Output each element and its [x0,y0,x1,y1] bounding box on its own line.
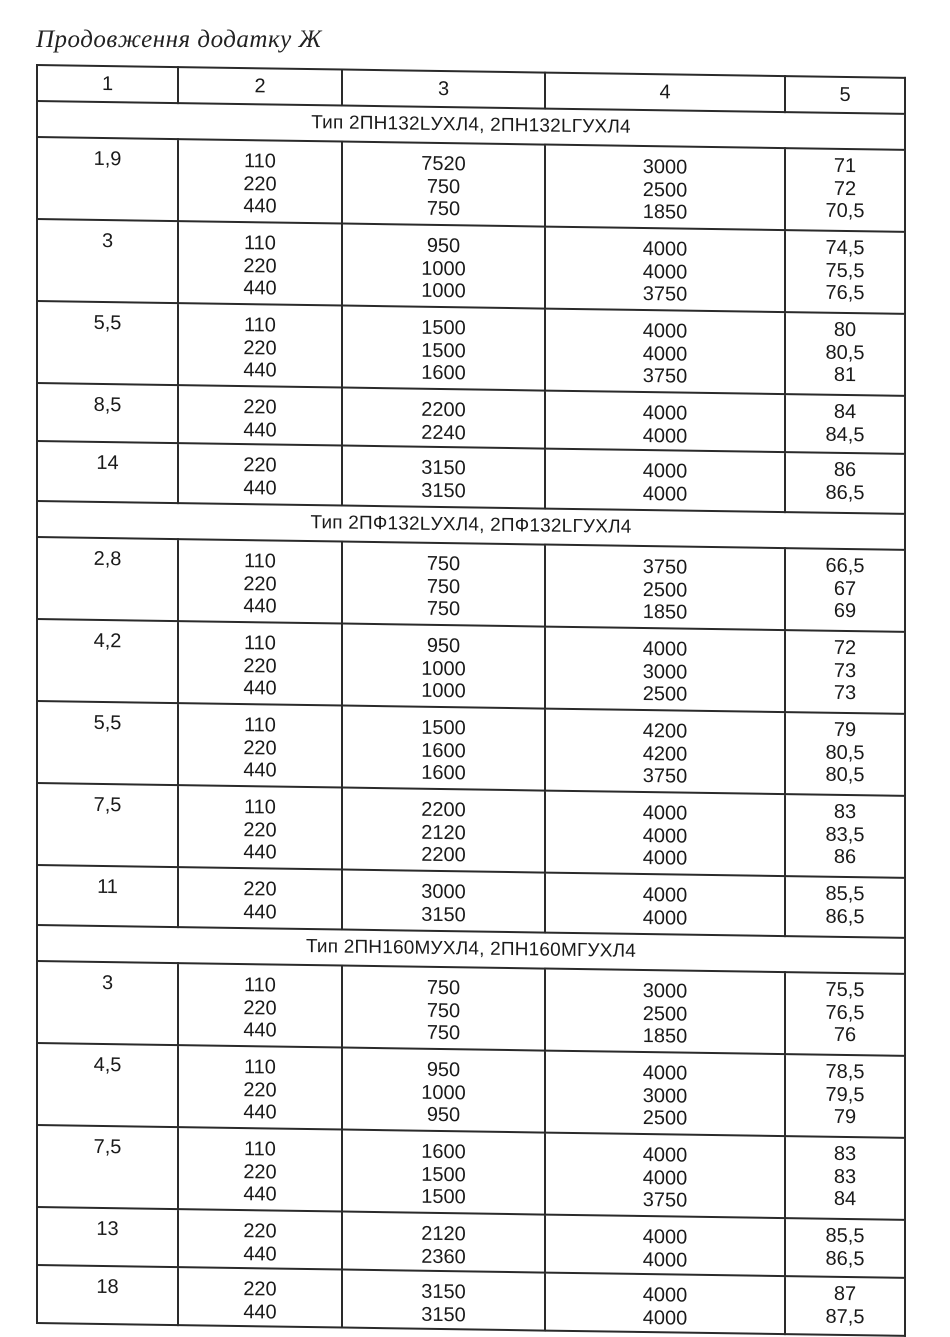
cell-value: 71 [833,154,857,178]
cell-col1: 5,5 [37,701,178,785]
cell-value: 220 [243,1078,277,1102]
cell-col3 [342,446,545,509]
cell-col1: 11 [37,865,178,927]
cell-value: 220 [243,736,277,760]
cell-col3 [342,388,545,449]
cell-value: 83 [833,1142,857,1166]
cell-value: 4000 [642,1166,688,1190]
cell-value: 220 [243,572,277,596]
cell-col5 [785,794,905,878]
cell-value: 79 [833,718,857,742]
cell-value: 440 [243,1019,277,1042]
cell-value: 4000 [642,884,688,907]
cell-value: 4000 [642,320,688,343]
cell-value: 2240 [421,421,466,444]
cell-col3 [342,1212,545,1273]
cell-value: 440 [243,1101,277,1124]
cell-value: 3150 [421,479,466,502]
cell-value: 3750 [642,365,688,388]
cell-col2 [178,1045,342,1129]
cell-col1: 7,5 [37,1125,178,1209]
cell-col1: 3 [37,961,178,1045]
column-header-3: 3 [342,70,545,109]
table-row [37,1265,905,1336]
cell-value: 1000 [421,279,466,303]
cell-value: 220 [243,336,277,360]
table-row [37,961,905,1056]
cell-value: 4000 [642,260,688,284]
cell-value: 4000 [642,906,688,930]
cell-col4 [545,1133,785,1219]
cell-value: 220 [243,878,277,901]
cell-value: 110 [244,1138,276,1161]
table-row [37,783,905,878]
cell-col1: 4,5 [37,1043,178,1127]
cell-value: 3000 [642,1084,688,1108]
cell-value: 1600 [421,739,466,762]
cell-col5 [785,312,905,396]
cell-value: 4000 [642,482,688,506]
cell-value: 3000 [642,660,688,684]
cell-value: 4000 [642,1062,688,1085]
cell-col1: 8,5 [37,383,178,443]
cell-col2 [178,539,342,623]
cell-value: 2500 [642,1107,688,1130]
cell-col5 [785,1054,905,1138]
cell-value: 4000 [642,460,688,483]
cell-value: 83 [833,800,857,824]
cell-value: 220 [243,454,277,477]
cell-value: 750 [426,976,461,1000]
cell-value: 7520 [421,152,466,176]
cell-col3 [342,542,545,627]
cell-col3 [342,1270,545,1331]
cell-col2 [178,139,342,223]
table-row [37,1125,905,1220]
cell-value: 85,5 [825,882,865,906]
cell-value: 1000 [421,679,466,703]
cell-value: 440 [243,195,277,218]
cell-col4 [545,1215,785,1277]
cell-value: 3000 [421,880,466,904]
cell-value: 750 [426,999,461,1022]
column-header-4: 4 [545,73,785,113]
cell-value: 84,5 [825,423,865,446]
cell-col4 [545,709,785,795]
cell-col1: 13 [37,1207,178,1267]
cell-value: 4000 [642,824,688,848]
cell-value: 86 [833,845,857,869]
section-title: Тип 2ПН132LУХЛ4, 2ПН132LГУХЛ4 [37,101,905,150]
cell-col2 [178,963,342,1047]
cell-value: 73 [833,681,857,705]
cell-value: 1000 [421,257,466,280]
cell-value: 2360 [421,1245,466,1268]
column-header-5: 5 [785,76,905,114]
cell-col4 [545,791,785,877]
cell-value: 220 [243,1278,277,1301]
cell-value: 4000 [642,1226,688,1249]
cell-value: 1500 [421,716,466,740]
cell-value: 76,5 [825,1001,865,1024]
cell-value: 85,5 [825,1224,865,1248]
cell-value: 220 [243,1160,277,1184]
cell-col5 [785,1276,905,1336]
cell-value: 66,5 [825,554,865,578]
cell-col2 [178,785,342,869]
cell-value: 69 [833,599,857,623]
cell-col1: 14 [37,441,178,503]
cell-col5 [785,394,905,454]
cell-value: 1500 [421,1163,466,1186]
cell-col4 [545,449,785,513]
cell-col5 [785,230,905,314]
table-row [37,619,905,714]
cell-value: 3750 [642,556,688,579]
cell-value: 76,5 [825,281,865,305]
cell-col5 [785,1136,905,1220]
cell-value: 1600 [421,361,466,385]
cell-value: 4000 [642,402,688,425]
cell-col1: 18 [37,1265,178,1325]
cell-col1: 7,5 [37,783,178,867]
cell-value: 3150 [421,456,466,480]
cell-value: 76 [833,1023,857,1047]
cell-col4 [545,145,785,231]
cell-value: 80,5 [825,763,865,787]
cell-value: 110 [244,974,276,997]
cell-value: 220 [243,396,277,419]
cell-value: 220 [243,172,277,196]
table-row [37,137,905,232]
cell-value: 440 [243,677,277,700]
cell-value: 220 [243,654,277,678]
cell-col1: 4,2 [37,619,178,703]
cell-value: 70,5 [825,199,865,223]
cell-value: 4000 [642,1248,688,1272]
cell-value: 1500 [421,339,466,362]
cell-value: 220 [243,1220,277,1243]
cell-value: 1850 [642,1025,688,1048]
cell-value: 4000 [642,342,688,366]
cell-value: 2120 [421,1222,466,1246]
cell-value: 83,5 [825,823,865,846]
cell-value: 74,5 [825,236,865,260]
cell-value: 750 [426,175,461,198]
cell-value: 440 [243,595,277,618]
cell-col2 [178,221,342,305]
cell-col2 [178,703,342,787]
cell-value: 2500 [642,1002,688,1026]
cell-value: 78,5 [825,1060,865,1084]
cell-value: 1850 [642,601,688,624]
cell-value: 80,5 [825,341,865,364]
cell-value: 440 [243,900,277,924]
cell-col3 [342,1048,545,1133]
cell-value: 3000 [642,156,688,179]
cell-col2 [178,621,342,705]
cell-value: 440 [243,476,277,500]
cell-value: 2500 [642,578,688,602]
cell-col5 [785,452,905,514]
cell-value: 72 [833,636,857,660]
cell-col4 [545,309,785,395]
cell-col4 [545,545,785,631]
cell-value: 4200 [642,742,688,766]
cell-col3 [342,224,545,309]
cell-value: 72 [833,177,857,200]
cell-value: 84 [833,1187,857,1211]
cell-value: 110 [244,314,276,337]
cell-col2 [178,303,342,387]
cell-value: 86 [833,458,857,482]
cell-value: 4000 [642,1144,688,1167]
cell-value: 4000 [642,847,688,870]
cell-value: 81 [833,363,857,387]
cell-col3 [342,706,545,791]
cell-col2 [178,385,342,445]
cell-value: 3750 [642,1189,688,1212]
cell-col5 [785,876,905,938]
cell-value: 440 [243,418,277,442]
cell-value: 110 [244,714,276,737]
cell-value: 2500 [642,178,688,202]
cell-value: 4000 [642,802,688,825]
cell-col1: 2,8 [37,537,178,621]
cell-value: 440 [243,1300,277,1324]
cell-col4 [545,1273,785,1335]
cell-value: 2500 [642,683,688,706]
section-title: Тип 2ПФ132LУХЛ4, 2ПФ132LГУХЛ4 [37,501,905,550]
cell-value: 2200 [421,843,466,867]
cell-col4 [545,627,785,713]
cell-col5 [785,712,905,796]
cell-value: 1000 [421,657,466,680]
specs-table [36,64,906,1337]
cell-value: 950 [426,634,461,658]
cell-col3 [342,788,545,873]
cell-value: 75,5 [825,978,865,1002]
cell-value: 750 [426,1021,461,1045]
cell-col5 [785,972,905,1056]
cell-value: 220 [243,818,277,842]
cell-col4 [545,391,785,453]
cell-col1: 1,9 [37,137,178,221]
cell-value: 1600 [421,1140,466,1164]
cell-value: 110 [244,632,276,655]
cell-value: 80,5 [825,741,865,764]
table-row [37,701,905,796]
cell-value: 84 [833,400,857,424]
cell-col3 [342,870,545,933]
cell-value: 3750 [642,283,688,306]
cell-col3 [342,966,545,1051]
cell-value: 3750 [642,765,688,788]
cell-value: 3150 [421,1280,466,1304]
cell-value: 2120 [421,821,466,844]
cell-col5 [785,1218,905,1278]
cell-value: 4000 [642,1284,688,1307]
table-row [37,537,905,632]
table-row [37,219,905,314]
cell-col5 [785,548,905,632]
table-row [37,301,905,396]
section-title: Тип 2ПН160МУХЛ4, 2ПН160МГУХЛ4 [37,925,905,974]
cell-col5 [785,148,905,232]
cell-value: 220 [243,254,277,278]
cell-col1: 5,5 [37,301,178,385]
cell-value: 4000 [642,1306,688,1330]
cell-value: 3150 [421,1303,466,1326]
cell-value: 86,5 [825,481,865,504]
table-body [37,101,905,1336]
cell-col2 [178,1127,342,1211]
cell-col4 [545,873,785,937]
cell-value: 87 [833,1282,857,1306]
cell-col3 [342,624,545,709]
column-header-2: 2 [178,67,342,105]
cell-value: 73 [833,659,857,682]
cell-value: 4000 [642,638,688,661]
cell-col2 [178,1267,342,1327]
cell-value: 3000 [642,980,688,1003]
cell-value: 2200 [421,398,466,422]
cell-value: 1500 [421,1185,466,1209]
cell-value: 440 [243,359,277,382]
cell-col1: 3 [37,219,178,303]
cell-value: 1600 [421,761,466,785]
cell-value: 1000 [421,1081,466,1104]
cell-value: 440 [243,1183,277,1206]
cell-value: 750 [426,597,461,621]
cell-value: 440 [243,1242,277,1266]
cell-col5 [785,630,905,714]
cell-value: 440 [243,841,277,864]
cell-value: 750 [426,197,461,221]
cell-value: 79,5 [825,1083,865,1106]
cell-col4 [545,969,785,1055]
cell-col3 [342,306,545,391]
cell-value: 750 [426,552,461,576]
cell-value: 86,5 [825,1247,865,1270]
column-header-1: 1 [37,65,178,103]
cell-value: 2200 [421,798,466,822]
cell-value: 86,5 [825,905,865,928]
page-caption: Продовження додатку Ж [36,26,322,53]
cell-value: 750 [426,575,461,598]
cell-value: 3150 [421,903,466,926]
table-row [37,1043,905,1138]
cell-value: 110 [244,1056,276,1079]
cell-col4 [545,1051,785,1137]
cell-col2 [178,1209,342,1269]
cell-value: 1500 [421,316,466,340]
cell-value: 67 [833,577,857,600]
cell-col4 [545,227,785,313]
cell-value: 83 [833,1165,857,1188]
cell-value: 950 [426,1058,461,1082]
cell-col2 [178,867,342,929]
cell-value: 4200 [642,720,688,743]
cell-value: 110 [244,796,276,819]
cell-value: 440 [243,277,277,300]
cell-value: 87,5 [825,1305,865,1328]
cell-value: 440 [243,759,277,782]
cell-value: 110 [244,232,276,255]
cell-value: 1850 [642,201,688,224]
cell-value: 110 [244,550,276,573]
cell-value: 79 [833,1105,857,1129]
cell-value: 950 [426,1103,461,1127]
cell-col2 [178,443,342,505]
cell-value: 75,5 [825,259,865,282]
cell-value: 80 [833,318,857,342]
cell-value: 220 [243,996,277,1020]
cell-col3 [342,1130,545,1215]
cell-col3 [342,142,545,227]
cell-value: 950 [426,234,461,258]
cell-value: 4000 [642,424,688,448]
cell-value: 4000 [642,238,688,261]
cell-value: 110 [244,150,276,173]
